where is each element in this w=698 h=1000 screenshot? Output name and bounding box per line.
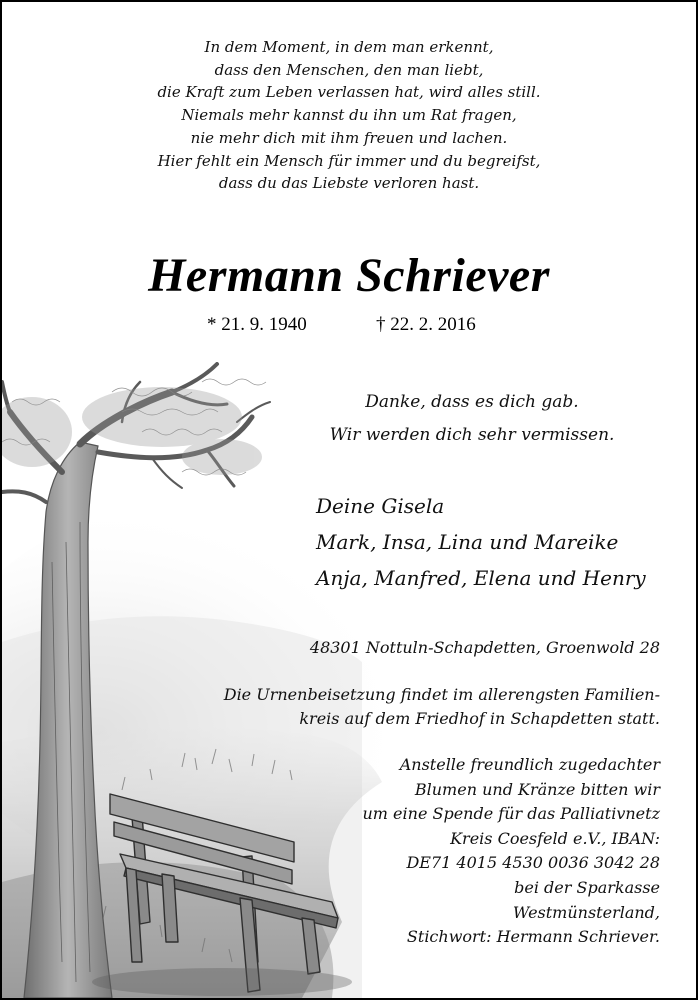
poem-line: In dem Moment, in dem man erkennt, [204,38,494,56]
donation-keyword: Stichwort: Hermann Schriever. [406,927,660,947]
ceremony-line: kreis auf dem Friedhof in Schapdetten statt. [299,709,660,728]
donation-line: Westmünsterland, [512,902,660,922]
poem-line: die Kraft zum Leben verlassen hat, wird alles still. [157,83,541,102]
poem-line: dass du das Liebste verloren hast. [218,174,480,193]
donation-line: Blumen und Kränze bitten wir [414,779,660,799]
birth-date: * 21. 9. 1940 [207,314,307,335]
mourner-line: Deine Gisela [316,494,445,518]
donation-iban: DE71 4015 4530 0036 3042 28 [406,853,660,873]
poem-line: Niemals mehr kannst du ihn um Rat fragen, [181,106,517,125]
deceased-name: Hermann Schriever [148,249,550,302]
donation-request [362,753,660,950]
donation-line: Anstelle freundlich zugedachter [399,755,660,774]
thanks-message [302,386,642,452]
thanks-line: Danke, dass es dich gab. [365,392,579,412]
ceremony-notice [224,683,660,731]
poem-line: dass den Menschen, den man liebt, [214,60,484,79]
donation-line: bei der Sparkasse [514,877,660,897]
thanks-line: Wir werden dich sehr vermissen. [329,425,615,445]
mourner-line: Anja, Manfred, Elena und Henry [316,566,646,590]
ceremony-line: Die Urnenbeisetzung findet im allerengsten Familien- [223,685,660,704]
donation-line: um eine Spende für das Palliativnetz [362,804,660,824]
poem [2,36,696,195]
family-address: 48301 Nottuln-Schapdetten, Groenwold 28 [309,638,660,657]
donation-line: Kreis Coesfeld e.V., IBAN: [450,828,660,848]
mourner-line: Mark, Insa, Lina und Mareike [316,530,619,554]
death-date: † 22. 2. 2016 [376,314,476,335]
mourners-list [316,488,646,596]
poem-line: Hier fehlt ein Mensch für immer und du begreifst, [157,151,541,170]
poem-line: nie mehr dich mit ihm freuen und lachen. [190,128,508,147]
